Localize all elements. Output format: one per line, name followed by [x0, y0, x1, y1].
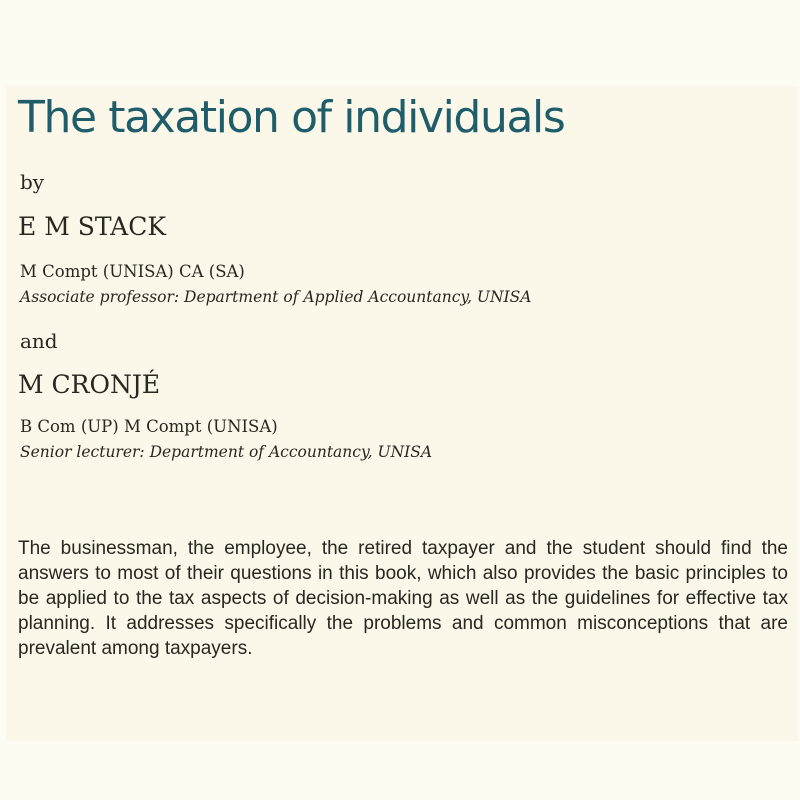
and-label: and [20, 329, 58, 353]
author-1-credentials: M Compt (UNISA) CA (SA) [20, 262, 245, 281]
author-2-position: Senior lecturer: Department of Accountancy, UNISA [20, 443, 433, 461]
author-1-name: E M STACK [18, 212, 167, 241]
book-description: The businessman, the employee, the retired taxpayer and the student should find the answers to most of their questions in this book, which also provides the basic principles to be applied to the tax aspects of decision-making as well as the guidelines for effective tax planning. It addresses specifically the problems and common misconceptions that are prevalent among taxpayers. [18, 538, 788, 659]
author-1-position: Associate professor: Department of Applied Accountancy, UNISA [20, 288, 532, 306]
by-label: by [20, 170, 45, 194]
author-2-credentials: B Com (UP) M Compt (UNISA) [20, 417, 278, 436]
book-title: The taxation of individuals [18, 92, 565, 143]
author-2-name: M CRONJÉ [18, 370, 161, 399]
